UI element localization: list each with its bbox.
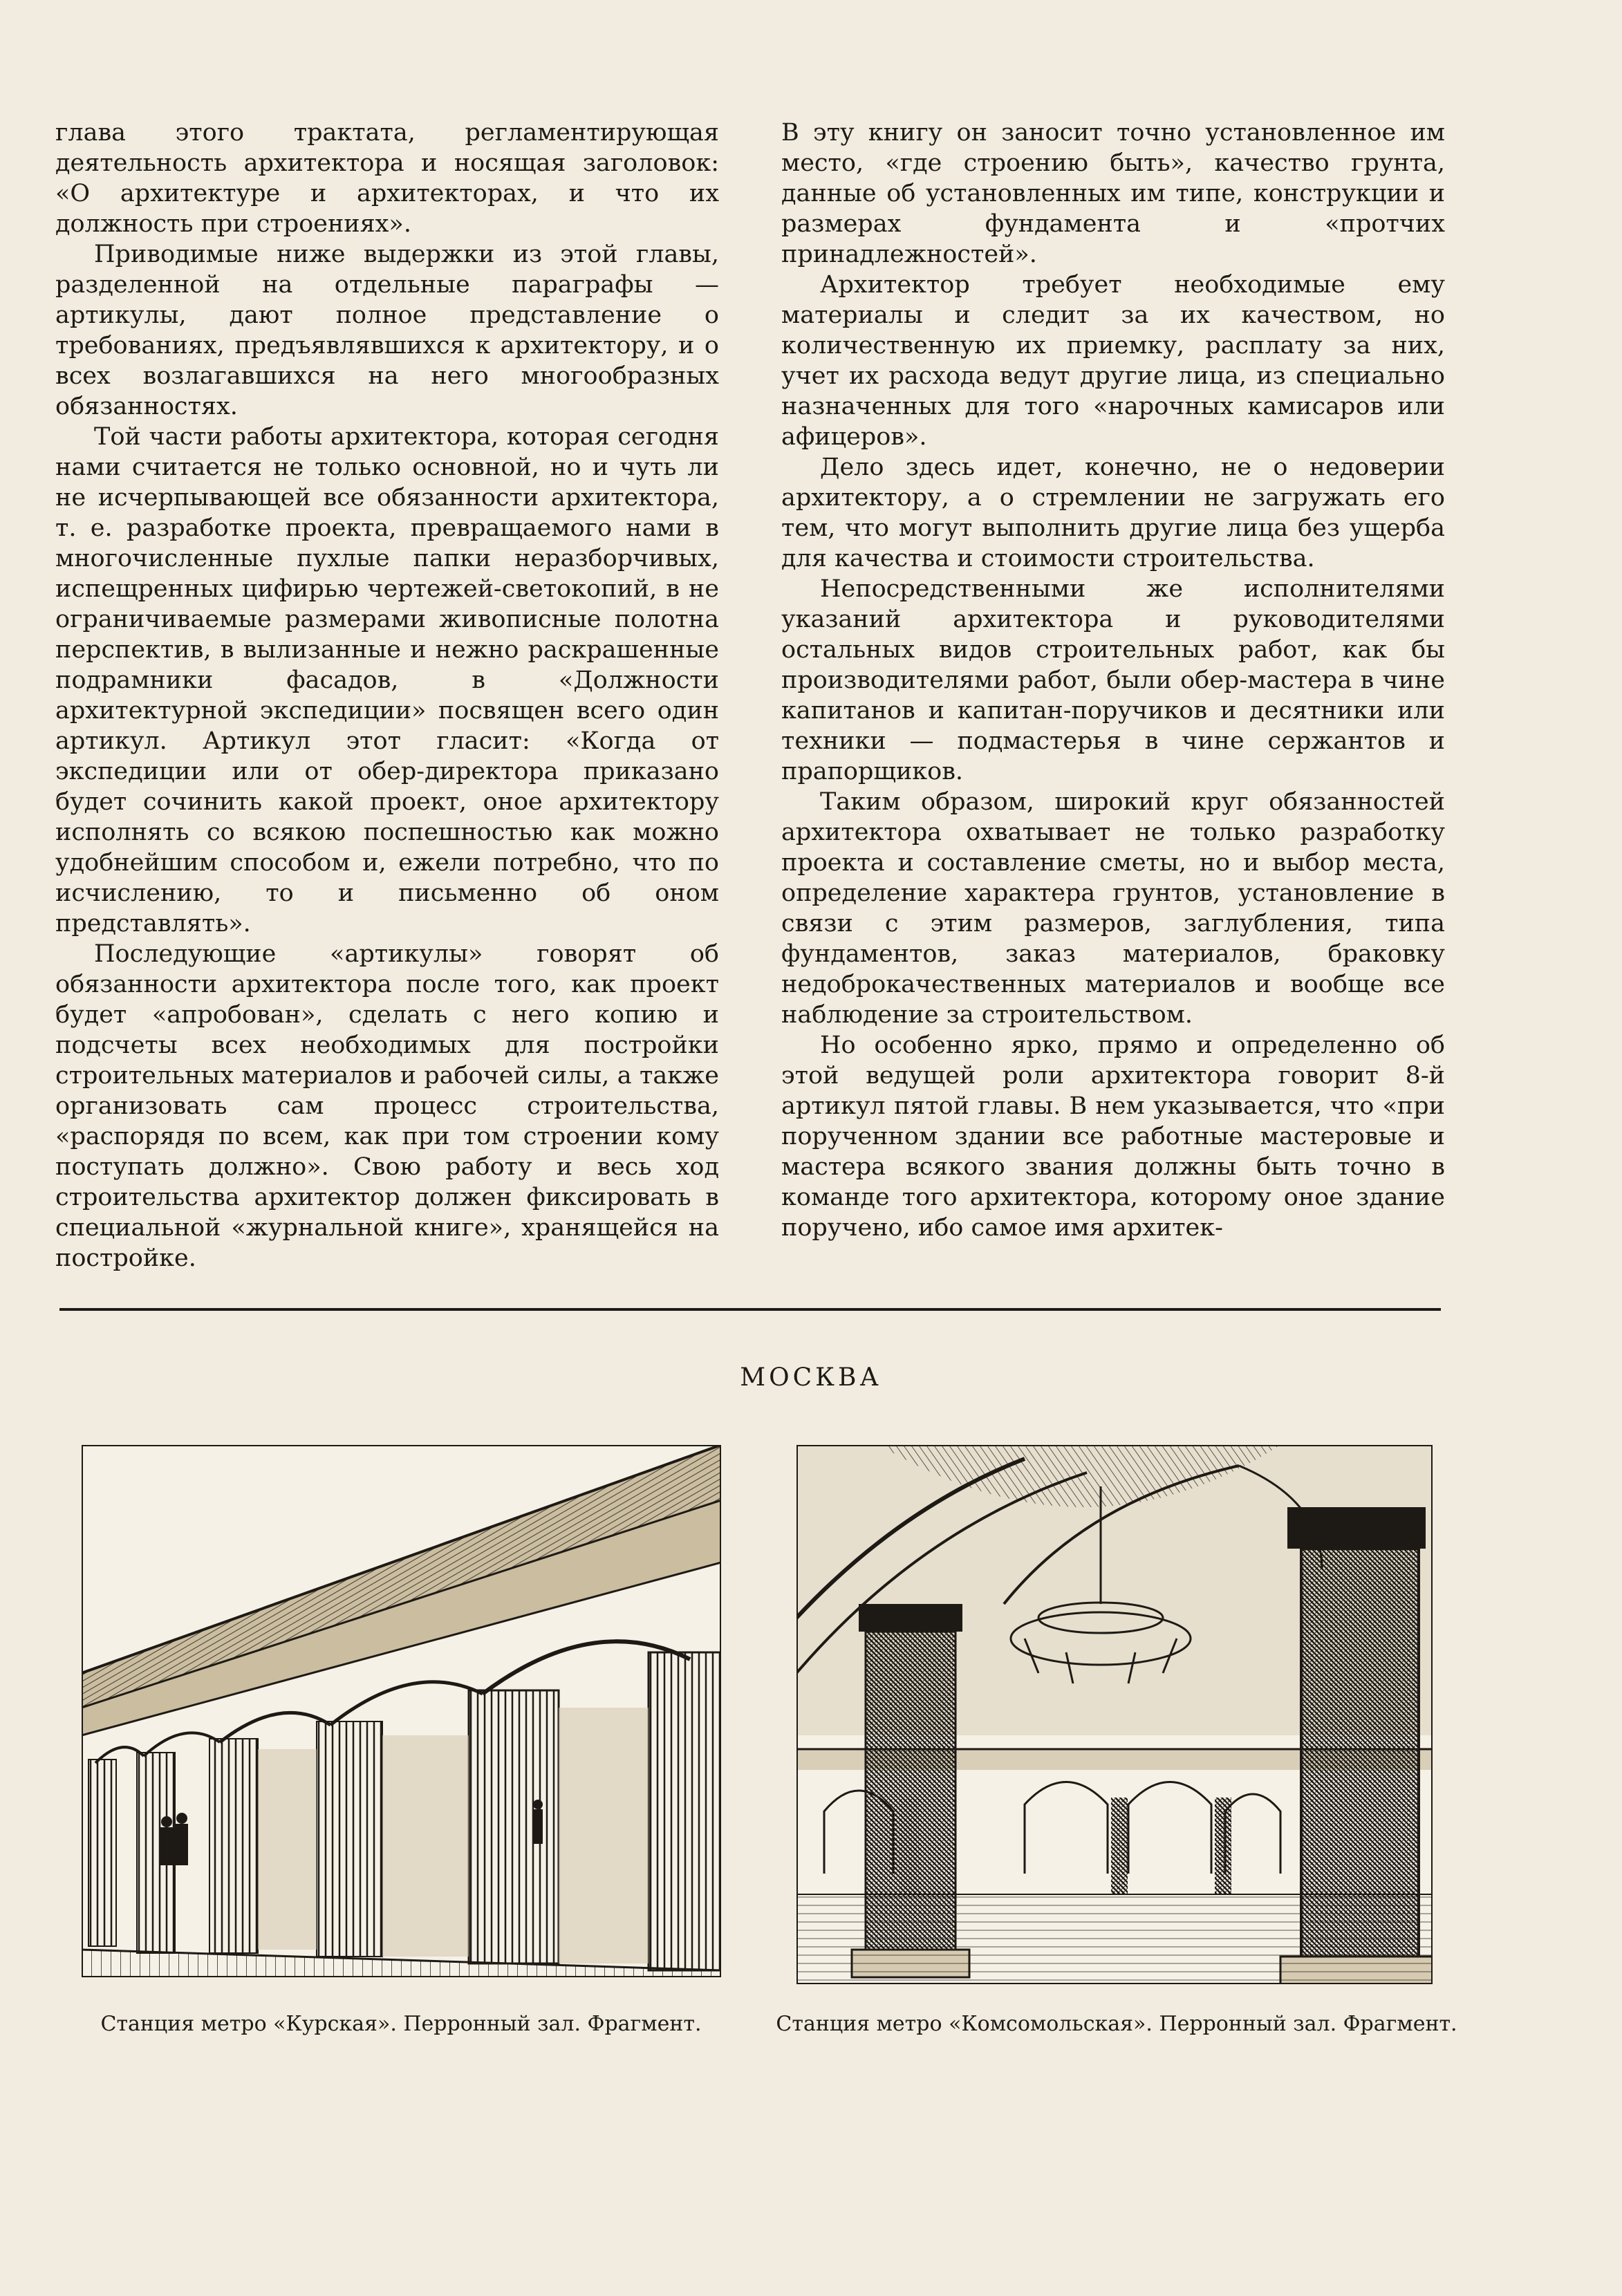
paragraph: Приводимые ниже выдержки из этой главы, разделенной на отдельные параграфы — артикулы, дают полное представление о требованиях, предъявлявшихся к архитектору, и о всех возлагавшихся на него многообразных обязанностях. [55, 241, 719, 420]
section-heading: МОСКВА [740, 1363, 882, 1392]
caption-komsomolskaya: Станция метро «Комсомольская». Перронный зал. Фрагмент. [776, 2012, 1457, 2036]
paragraph: В эту книгу он заносит точно установленное им место, «где строению быть», качество грунта, данные об установленных им типе, конструкции и размерах фундамента и «протчих принадлежностей». [781, 119, 1445, 268]
paragraph: глава этого трактата, регламентирующая деятельность архитектора и носящая заголовок: «О архитектуре и архитекторах, и что их должность при строениях». [55, 119, 719, 238]
paragraph: Но особенно ярко, прямо и определенно об этой ведущей роли архитектора говорит 8-й артикул пятой главы. В нем указывается, что «при порученном здании все работные мастеровые и мастера всякого звания должны быть точно в команде того архитектора, которому оное здание поручено, ибо самое имя архитек- [781, 1032, 1445, 1242]
komsomolskaya-drawing [796, 1445, 1433, 1984]
left-text-column [55, 118, 719, 1273]
kurskaya-drawing [82, 1445, 721, 1977]
paragraph: Архитектор требует необходимые ему материалы и следит за их качеством, но количественную их приемку, расплату за них, учет их расхода ведут другие лица, из специально назначенных для того «нарочных камисаров или афицеров». [781, 271, 1445, 451]
caption-kurskaya: Станция метро «Курская». Перронный зал. Фрагмент. [100, 2012, 702, 2036]
section-divider [59, 1308, 1441, 1311]
kurskaya-sketch [82, 1445, 721, 1977]
paragraph: Таким образом, широкий круг обязанностей архитектора охватывает не только разработку проекта и составление сметы, но и выбор места, определение характера грунтов, установление в связи с этим размеров, заглубления, типа фундаментов, заказ материалов, браковку недоброкачественных материалов и вообще все наблюдение за строительством. [781, 788, 1445, 1029]
paragraph: Дело здесь идет, конечно, не о недоверии архитектору, а о стремлении не загружать его тем, что могут выполнить другие лица без ущерба для качества и стоимости строительства. [781, 454, 1445, 572]
komsomolskaya-sketch [796, 1445, 1433, 1984]
paragraph: Непосредственными же исполнителями указаний архитектора и руководителями остальных видов строительных работ, как бы производителями работ, были обер-мастера в чине капитанов и капитан-поручиков и десятники или техники — подмастерья в чине сержантов и прапорщиков. [781, 575, 1445, 785]
right-text-column [781, 118, 1445, 1243]
paragraph: Той части работы архитектора, которая сегодня нами считается не только основной, но и чуть ли не исчерпывающей все обязанности архитектора, т. е. разработке проекта, превращаемого нами в многочисленные пухлые папки неразборчивых, испещренных цифирью чертежей-светокопий, в не ограничиваемые размерами живописные полотна перспектив, в вылизанные и нежно раскрашенные подрамники фасадов, в «Должности архитектурной экспедиции» посвящен всего один артикул. Артикул этот гласит: «Когда от экспедиции или от обер-директора приказано будет сочинить какой проект, оное архитектору исполнять со всякою поспешностью как можно удобнейшим способом и, ежели потребно, что по исчислению, то и письменно об оном представлять». [55, 423, 719, 937]
paragraph: Последующие «артикулы» говорят об обязанности архитектора после того, как проект будет «апробован», сделать с него копию и подсчеты всех необходимых для постройки строительных материалов и рабочей силы, а также организовать сам процесс строительства, «распорядя по всем, как при том строении кому поступать должно». Свою работу и весь ход строительства архитектор должен фиксировать в специальной «журнальной книге», хранящейся на постройке. [55, 940, 719, 1272]
